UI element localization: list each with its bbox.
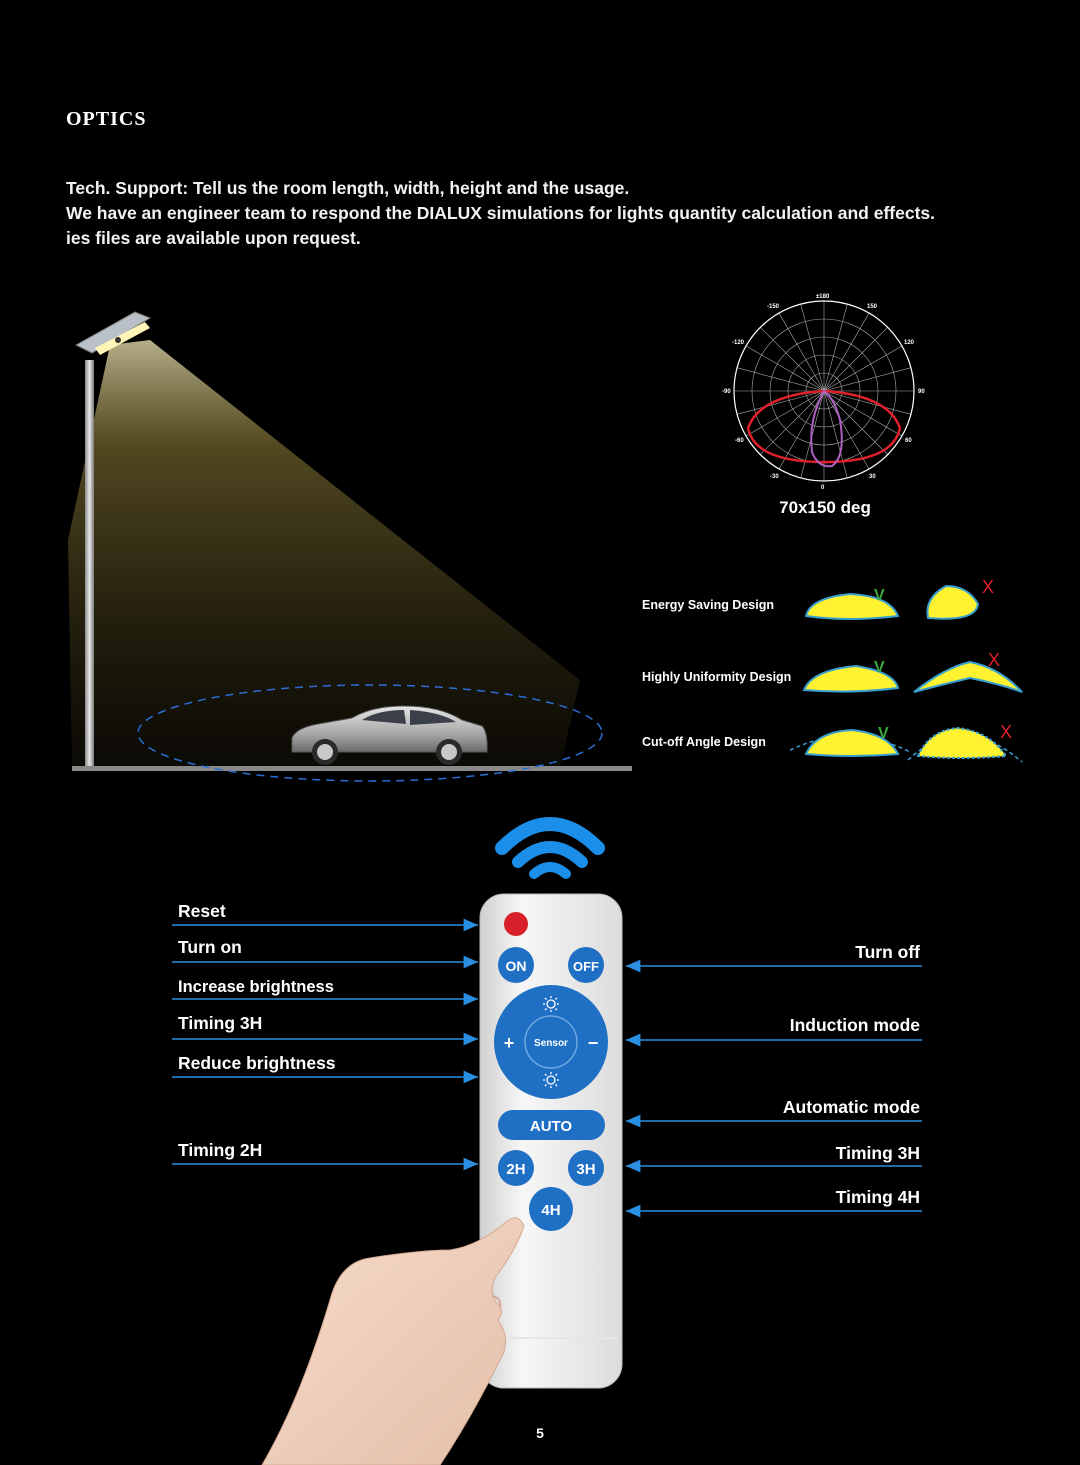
timer-2h-button [498,1150,534,1186]
intro-line-3: ies files are available upon request. [66,228,361,248]
polar-chart-caption: 70x150 deg [779,498,871,517]
minus-button: − [587,1033,599,1053]
label-timing-2h: Timing 2H [178,1140,263,1160]
label-induction-mode: Induction mode [789,1015,920,1035]
on-button [498,947,534,983]
polar-label-30: 30 [869,474,876,480]
label-automatic-mode: Automatic mode [782,1097,920,1117]
plus-button: + [503,1033,515,1053]
polar-label-m90: -90 [722,389,731,395]
svg-text:4H: 4H [541,1202,561,1219]
label-reduce-brightness: Reduce brightness [178,1053,336,1073]
cross-icon: X [982,577,995,597]
check-icon: V [874,659,885,676]
label-timing-3h-right: Timing 3H [835,1143,920,1163]
timer-3h-button [568,1150,604,1186]
polar-label-60: 60 [905,438,912,444]
svg-text:ON: ON [505,958,527,974]
intro-line-1: Tech. Support: Tell us the room length, width, height and the usage. [66,178,630,198]
label-increase-brightness: Increase brightness [178,978,334,996]
svg-text:OFF: OFF [573,959,599,974]
polar-label-120: 120 [904,340,915,346]
polar-label-m120: -120 [732,340,745,346]
label-reset: Reset [178,901,226,921]
cross-icon: X [988,650,1001,670]
label-timing-3h-left: Timing 3H [178,1013,263,1033]
polar-label-150: 150 [867,304,878,310]
off-button [568,947,604,983]
polar-label-m60: -60 [735,438,744,444]
polar-label-90: 90 [918,389,925,395]
label-timing-4h: Timing 4H [835,1187,920,1207]
reset-button [504,912,528,936]
check-icon: V [874,587,885,604]
timer-4h-button [529,1187,573,1231]
polar-label-0: 0 [821,485,825,491]
polar-label-m30: -30 [770,474,779,480]
page-number: 5 [536,1425,544,1441]
cross-icon: X [1000,722,1013,742]
design-label-uniformity: Highly Uniformity Design [642,670,792,684]
svg-text:Sensor: Sensor [534,1038,568,1049]
label-turn-on: Turn on [178,937,242,957]
design-label-energy: Energy Saving Design [642,598,774,612]
auto-button [498,1110,605,1140]
check-icon: V [878,725,889,742]
polar-label-180: ±180 [816,294,830,300]
intro-line-2: We have an engineer team to respond the DIALUX simulations for lights quantity calculation and effects. [66,203,935,223]
design-label-cutoff: Cut-off Angle Design [642,735,766,749]
svg-text:2H: 2H [506,1161,526,1178]
label-turn-off: Turn off [855,942,920,962]
page-title: OPTICS [66,108,147,130]
polar-label-m150: -150 [767,304,780,310]
svg-text:AUTO: AUTO [529,1118,573,1135]
wireless-signal-icon [502,824,598,874]
svg-text:3H: 3H [576,1161,596,1178]
